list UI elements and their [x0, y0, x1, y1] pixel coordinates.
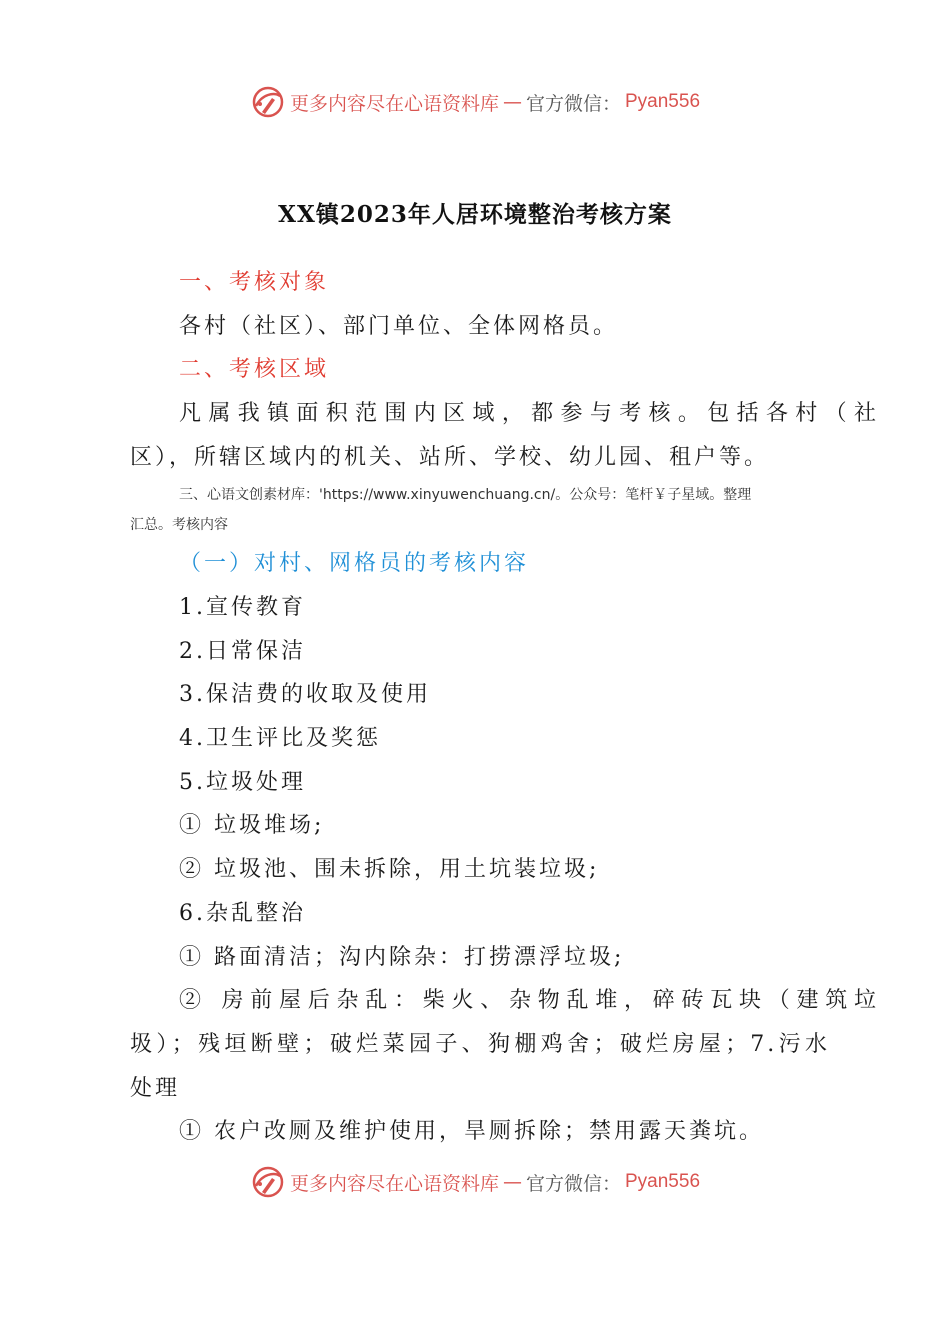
list-item: ① 农户改厕及维护使用，旱厕拆除；禁用露天粪坑。 — [179, 1119, 764, 1144]
header-banner — [0, 82, 950, 122]
list-item: 1.宣传教育 — [179, 595, 306, 620]
banner-dash: — — [502, 91, 522, 113]
list-item: 2.日常保洁 — [179, 639, 306, 664]
section-heading-2: 二、考核区域 — [179, 357, 330, 382]
banner-slogan: 更多内容尽在心语资料库 — [289, 1172, 499, 1195]
list-item: ② 房前屋后杂乱：柴火、杂物乱堆，碎砖瓦块（建筑垃 — [179, 988, 879, 1013]
subsection-heading-1: （一）对村、网格员的考核内容 — [179, 551, 530, 576]
banner-dash: — — [502, 1171, 522, 1193]
list-item: 3.保洁费的收取及使用 — [179, 682, 431, 707]
pen-logo-icon — [250, 84, 286, 120]
paragraph-line: 各村（社区）、部门单位、全体网格员。 — [179, 314, 619, 339]
banner-wechat-id: Pyan556 — [625, 91, 701, 112]
footer-banner — [0, 1162, 950, 1202]
list-item: ① 路面清洁；沟内除杂：打捞漂浮垃圾; — [179, 945, 625, 970]
banner-wechat-label: 官方微信： — [525, 92, 621, 115]
list-item: 4.卫生评比及奖惩 — [179, 726, 381, 751]
watermark-line: 三、心语文创素材库：'https://www.xinyuwenchuang.cn/。公众号：笔杆￥子星域。整理 — [179, 487, 752, 503]
paragraph-line: 圾）；残垣断壁；破烂菜园子、狗棚鸡舍；破烂房屋；7.污水 — [130, 1032, 830, 1057]
paragraph-line: 凡属我镇面积范围内区域，都参与考核。包括各村（社 — [179, 401, 879, 426]
banner-content — [250, 1164, 700, 1200]
banner-wechat-id: Pyan556 — [625, 1171, 701, 1192]
list-item: ② 垃圾池、围未拆除，用土坑装垃圾; — [179, 857, 600, 882]
banner-wechat-label: 官方微信： — [525, 1172, 621, 1195]
paragraph-line: 处理 — [130, 1076, 181, 1101]
banner-content — [250, 84, 700, 120]
list-item: ① 垃圾堆场; — [179, 813, 325, 838]
watermark-line: 汇总。考核内容 — [130, 517, 228, 533]
paragraph-line: 区），所辖区域内的机关、站所、学校、幼儿园、租户等。 — [130, 445, 770, 470]
banner-slogan: 更多内容尽在心语资料库 — [289, 92, 499, 115]
document-title: XX镇2023年人居环境整治考核方案 — [278, 201, 672, 228]
list-item: 6.杂乱整治 — [179, 901, 306, 926]
list-item: 5.垃圾处理 — [179, 770, 306, 795]
pen-logo-icon — [250, 1164, 286, 1200]
section-heading-1: 一、考核对象 — [179, 270, 330, 295]
